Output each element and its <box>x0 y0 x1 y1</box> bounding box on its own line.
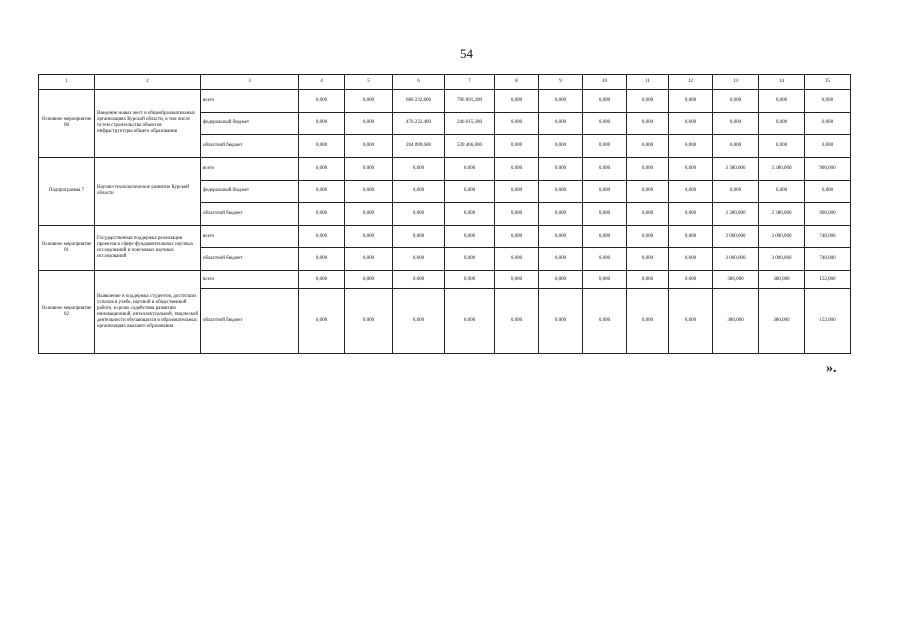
value-cell: 539 466,000 <box>445 135 495 158</box>
value-cell: 0,000 <box>393 270 445 288</box>
value-cell: 0,000 <box>669 203 713 226</box>
header-cell: 3 <box>201 75 299 90</box>
value-cell: 152,000 <box>805 270 851 288</box>
page-number: 54 <box>460 46 473 61</box>
value-cell: 0,000 <box>495 135 539 158</box>
funding-source-cell: всего <box>201 270 299 288</box>
program-name-cell: Подпрограмма 7 <box>39 157 95 225</box>
value-cell: 3 380,000 <box>759 157 805 180</box>
value-cell: 0,000 <box>345 225 393 248</box>
value-cell: 0,000 <box>539 180 583 203</box>
value-cell: 0,000 <box>627 203 669 226</box>
value-cell: 0,000 <box>495 248 539 271</box>
value-cell: 0,000 <box>345 112 393 135</box>
value-cell: 0,000 <box>393 203 445 226</box>
value-cell: 0,000 <box>583 225 627 248</box>
program-name-cell: Основное мероприятие 02 <box>39 270 95 353</box>
value-cell: 0,000 <box>805 90 851 113</box>
value-cell: 0,000 <box>445 180 495 203</box>
table-row <box>39 90 851 113</box>
value-cell: 0,000 <box>759 112 805 135</box>
value-cell: 0,000 <box>345 248 393 271</box>
funding-source-cell: всего <box>201 90 299 113</box>
value-cell: 0,000 <box>495 157 539 180</box>
header-cell: 11 <box>627 75 669 90</box>
value-cell: 0,000 <box>393 157 445 180</box>
value-cell: 0,000 <box>495 180 539 203</box>
value-cell: 0,000 <box>583 112 627 135</box>
value-cell: 0,000 <box>627 289 669 354</box>
value-cell: 0,000 <box>669 135 713 158</box>
value-cell: 0,000 <box>299 248 345 271</box>
value-cell: 0,000 <box>445 248 495 271</box>
value-cell: 3 380,000 <box>713 157 759 180</box>
value-cell: 0,000 <box>539 135 583 158</box>
value-cell: 380,000 <box>713 289 759 354</box>
program-name-cell: Основное мероприятие 01 <box>39 225 95 270</box>
value-cell: 0,000 <box>393 225 445 248</box>
value-cell: 0,000 <box>495 289 539 354</box>
header-cell: 14 <box>759 75 805 90</box>
value-cell: 0,000 <box>445 157 495 180</box>
value-cell: 0,000 <box>583 135 627 158</box>
value-cell: 0,000 <box>345 157 393 180</box>
value-cell: 0,000 <box>627 112 669 135</box>
value-cell: 0,000 <box>299 157 345 180</box>
header-cell: 9 <box>539 75 583 90</box>
value-cell: 0,000 <box>627 225 669 248</box>
value-cell: 0,000 <box>445 225 495 248</box>
value-cell: 3 380,000 <box>759 203 805 226</box>
value-cell: 0,000 <box>583 90 627 113</box>
value-cell: 3 380,000 <box>713 203 759 226</box>
funding-source-cell: федеральный бюджет <box>201 180 299 203</box>
value-cell: 0,000 <box>495 203 539 226</box>
value-cell: 0,000 <box>669 180 713 203</box>
value-cell: 0,000 <box>713 112 759 135</box>
value-cell: 0,000 <box>583 270 627 288</box>
table-row <box>39 157 851 180</box>
value-cell: 900,000 <box>805 157 851 180</box>
value-cell: 0,000 <box>299 270 345 288</box>
value-cell: 0,000 <box>445 270 495 288</box>
value-cell: 0,000 <box>345 90 393 113</box>
header-cell: 13 <box>713 75 759 90</box>
value-cell: 0,000 <box>669 90 713 113</box>
value-cell: 0,000 <box>669 112 713 135</box>
value-cell: 0,000 <box>759 90 805 113</box>
value-cell: 0,000 <box>713 90 759 113</box>
value-cell: 0,000 <box>299 225 345 248</box>
value-cell: 0,000 <box>669 289 713 354</box>
value-cell: 0,000 <box>539 225 583 248</box>
value-cell: 0,000 <box>539 203 583 226</box>
value-cell: 0,000 <box>627 248 669 271</box>
value-cell: 0,000 <box>627 157 669 180</box>
funding-source-cell: федеральный бюджет <box>201 112 299 135</box>
value-cell: 0,000 <box>759 135 805 158</box>
funding-source-cell: областной бюджет <box>201 203 299 226</box>
value-cell: 0,000 <box>627 270 669 288</box>
value-cell: 380,000 <box>713 270 759 288</box>
value-cell: 0,000 <box>345 289 393 354</box>
funding-source-cell: всего <box>201 225 299 248</box>
value-cell: 380,000 <box>759 270 805 288</box>
value-cell: 0,000 <box>345 270 393 288</box>
header-cell: 7 <box>445 75 495 90</box>
value-cell: 0,000 <box>445 203 495 226</box>
value-cell: 900,000 <box>805 203 851 226</box>
value-cell: 0,000 <box>299 135 345 158</box>
header-cell: 10 <box>583 75 627 90</box>
table-row <box>39 270 851 288</box>
funding-source-cell: областной бюджет <box>201 289 299 354</box>
value-cell: 0,000 <box>393 248 445 271</box>
value-cell: 3 000,000 <box>759 225 805 248</box>
value-cell: 476 232,400 <box>393 112 445 135</box>
value-cell: 246 615,300 <box>445 112 495 135</box>
value-cell: 3 000,000 <box>713 248 759 271</box>
value-cell: 0,000 <box>539 248 583 271</box>
header-cell: 12 <box>669 75 713 90</box>
table-row <box>39 225 851 248</box>
value-cell: 0,000 <box>345 203 393 226</box>
value-cell: 0,000 <box>539 112 583 135</box>
value-cell: 0,000 <box>805 135 851 158</box>
value-cell: 0,000 <box>345 180 393 203</box>
value-cell: 0,000 <box>669 157 713 180</box>
value-cell: 0,000 <box>583 289 627 354</box>
value-cell: 748,000 <box>805 248 851 271</box>
value-cell: 0,000 <box>539 157 583 180</box>
value-cell: 0,000 <box>669 270 713 288</box>
value-cell: 152,000 <box>805 289 851 354</box>
value-cell: 0,000 <box>627 90 669 113</box>
value-cell: 0,000 <box>713 135 759 158</box>
value-cell: 0,000 <box>345 135 393 158</box>
funding-source-cell: областной бюджет <box>201 135 299 158</box>
value-cell: 0,000 <box>539 270 583 288</box>
value-cell: 0,000 <box>669 248 713 271</box>
program-description-cell: Научно-технологическое развитие Курской области <box>95 157 201 225</box>
value-cell: 3 000,000 <box>759 248 805 271</box>
value-cell: 0,000 <box>299 203 345 226</box>
value-cell: 0,000 <box>445 289 495 354</box>
value-cell: 0,000 <box>627 135 669 158</box>
value-cell: 0,000 <box>539 289 583 354</box>
value-cell: 680 232,800 <box>393 90 445 113</box>
program-description-cell: Выявление и поддержка студентов, достигших успехов в учебе, научной и общественной работе, в целях содействия развитию инновационной, интеллектуальной, творческой деятельности обучающихся в образовательных организациях высшего образования <box>95 270 201 353</box>
header-cell: 15 <box>805 75 851 90</box>
value-cell: 0,000 <box>495 225 539 248</box>
value-cell: 0,000 <box>539 90 583 113</box>
value-cell: 0,000 <box>759 180 805 203</box>
funding-source-cell: областной бюджет <box>201 248 299 271</box>
value-cell: 3 000,000 <box>713 225 759 248</box>
value-cell: 0,000 <box>583 203 627 226</box>
header-cell: 2 <box>95 75 201 90</box>
header-row <box>39 75 851 90</box>
value-cell: 0,000 <box>627 180 669 203</box>
budget-table <box>38 74 851 354</box>
program-description-cell: Государственная поддержка реализации проектов в сфере фундаментальных научных исследований и поисковых научных исследований <box>95 225 201 270</box>
value-cell: 0,000 <box>495 270 539 288</box>
value-cell: 0,000 <box>805 112 851 135</box>
value-cell: 0,000 <box>299 112 345 135</box>
header-cell: 8 <box>495 75 539 90</box>
header-cell: 1 <box>39 75 95 90</box>
closing-quote: ». <box>826 361 837 376</box>
header-cell: 5 <box>345 75 393 90</box>
value-cell: 0,000 <box>669 225 713 248</box>
value-cell: 0,000 <box>713 180 759 203</box>
value-cell: 0,000 <box>393 180 445 203</box>
value-cell: 0,000 <box>299 180 345 203</box>
funding-source-cell: всего <box>201 157 299 180</box>
value-cell: 748,000 <box>805 225 851 248</box>
value-cell: 204 099,600 <box>393 135 445 158</box>
value-cell: 380,000 <box>759 289 805 354</box>
value-cell: 0,000 <box>393 289 445 354</box>
value-cell: 0,000 <box>495 112 539 135</box>
value-cell: 0,000 <box>583 180 627 203</box>
value-cell: 0,000 <box>583 157 627 180</box>
value-cell: 0,000 <box>495 90 539 113</box>
header-cell: 4 <box>299 75 345 90</box>
value-cell: 0,000 <box>583 248 627 271</box>
value-cell: 0,000 <box>299 289 345 354</box>
header-cell: 6 <box>393 75 445 90</box>
value-cell: 0,000 <box>299 90 345 113</box>
value-cell: 796 091,200 <box>445 90 495 113</box>
program-name-cell: Основное мероприятие 08 <box>39 90 95 158</box>
value-cell: 0,000 <box>805 180 851 203</box>
program-description-cell: Введение новых мест в общеобразовательных организациях Курской области, в том числе путем строительства объектов инфраструктуры общего образования <box>95 90 201 158</box>
